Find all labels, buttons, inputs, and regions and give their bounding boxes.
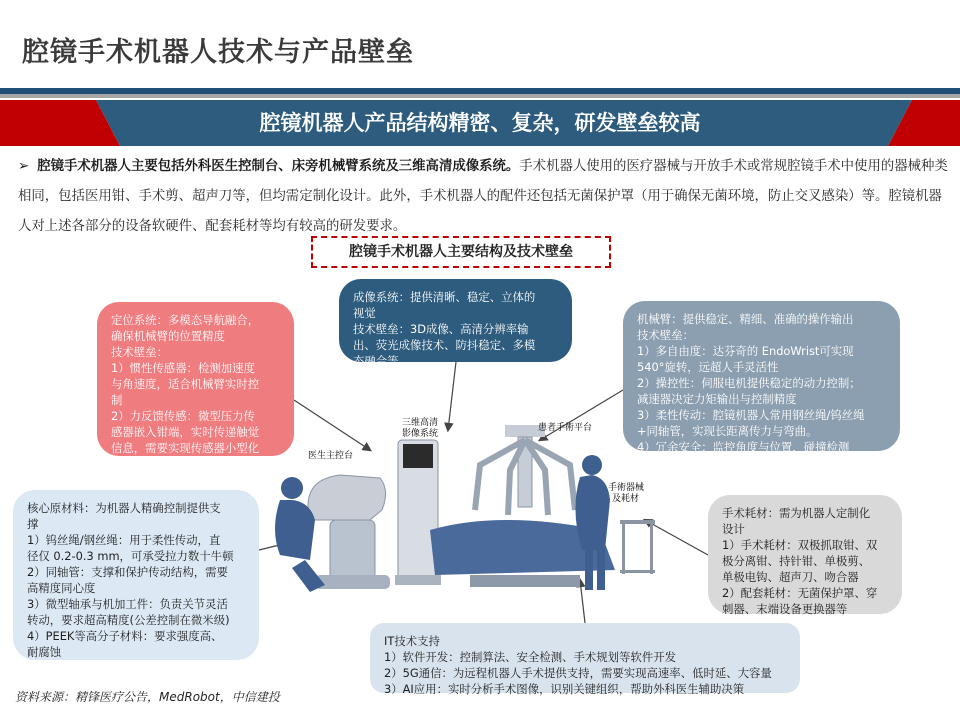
patient-cart-graphic — [475, 425, 575, 515]
core-materials-card — [13, 490, 259, 660]
surgical-consumables-card — [708, 495, 902, 614]
positioning-system-card — [97, 302, 294, 456]
card-line: 技术壁垒： — [111, 345, 168, 359]
page-title: 腔镜手术机器人技术与产品壁垒 — [22, 37, 414, 68]
card-line: 单极电钩、超声刀、吻合器 — [722, 570, 859, 584]
label-imaging-2: 影像系统 — [402, 429, 439, 439]
card-line: 刺器、末端设备更换器等 — [722, 602, 848, 616]
card-line: 核心原材料：为机器人精确控制提供支 — [27, 501, 221, 515]
card-line: 2）配套耗材：无菌保护罩、穿 — [722, 586, 878, 600]
card-line: 与角速度，适合机械臂实时控 — [111, 377, 260, 391]
card-line: 成像系统：提供清晰、稳定、立体的 — [353, 290, 536, 304]
card-line: IT技术支持 — [384, 634, 440, 648]
card-line: 撑 — [27, 517, 39, 531]
card-line: 转动，要求超高精度(公差控制在微米级) — [27, 613, 230, 627]
arrow-bullet-icon: ➢ — [18, 159, 30, 174]
label-patient-cart: 患者手術平台 — [538, 423, 593, 433]
card-line: 3）AI应用：实时分析手术图像，识别关键组织，帮助外科医生辅助决策 — [384, 682, 745, 696]
card-line: 1）手术耗材：双极抓取钳、双 — [722, 538, 878, 552]
banner-heading: 腔镜机器人产品结构精密、复杂，研发壁垒较高 — [259, 111, 701, 135]
card-line: 3）柔性传动：腔镜机器人常用钢丝绳/钨丝绳 — [637, 408, 865, 422]
card-line: 耐腐蚀 — [27, 645, 62, 659]
card-line: 技术壁垒：3D成像、高清分辨率输 — [353, 322, 529, 336]
label-instruments-2: 及耗材 — [612, 494, 640, 504]
card-line: 出、荧光成像技术、防抖稳定、多模 — [353, 338, 536, 352]
diagram-title: 腔镜手术机器人主要结构及技术壁垒 — [311, 236, 611, 268]
card-line: 减速器决定力矩输出与控制精度 — [637, 392, 797, 406]
card-line: 4）冗余安全：监控角度与位置，碰撞检测 — [637, 440, 850, 454]
it-support-card — [370, 623, 800, 696]
intro-bold: 腔镜手术机器人主要包括外科医生控制台、床旁机械臂系统及三维高清成像系统。 — [37, 159, 520, 174]
card-line: 径仅 0.2-0.3 mm，可承受拉力数十牛顿 — [27, 549, 234, 563]
card-line: 1）钨丝绳/钢丝绳：用于柔性传动，直 — [27, 533, 221, 547]
card-line: 制 — [111, 393, 123, 407]
card-line: 手术耗材：需为机器人定制化 — [722, 506, 871, 520]
card-line: 2）操控性：伺服电机提供稳定的动力控制； — [637, 376, 861, 390]
card-line: 设计 — [722, 522, 745, 536]
label-imaging-1: 三维高清 — [402, 418, 439, 428]
card-line: 技术壁垒： — [637, 328, 694, 342]
label-instruments-1: 手術器械 — [608, 483, 645, 493]
instrument-trolley-graphic — [620, 520, 655, 574]
card-line: 定位系统：多模态导航融合， — [111, 313, 260, 327]
card-line: 极分离钳、持针钳、单极剪、 — [722, 554, 871, 568]
card-line: 1）多自由度：达芬奇的 EndoWrist可实现 — [637, 344, 854, 358]
card-line: 2）5G通信：为远程机器人手术提供支持，需要实现高速率、低时延、大容量 — [384, 666, 772, 680]
label-console: 医生主控台 — [308, 451, 354, 461]
card-line: 确保机械臂的位置精度 — [111, 329, 225, 343]
card-line: 感器嵌入钳端，实时传递触觉 — [111, 425, 260, 439]
card-line: 2）力反馈传感：微型压力传 — [111, 409, 255, 423]
card-line: 信息，需要实现传感器小型化 — [111, 441, 260, 455]
card-line: 视觉 — [353, 306, 376, 320]
card-line: 1）惯性传感器：检测加速度 — [111, 361, 255, 375]
card-line: 1）软件开发：控制算法、安全检测、手术规划等软件开发 — [384, 650, 677, 664]
robotic-arm-card — [623, 301, 900, 454]
imaging-system-card — [339, 279, 572, 368]
intro-text: 手术机器人使用的医疗器械与开放手术或常规腔镜手术中使用的器械种类相同，包括医用钳、手术剪、超声刀等，但均需定制化设计。此外，手术机器人的配件还包括无菌保护罩（用于确保无菌环境，防止交叉感染）等。腔镜机器人对上述各部分的设备软硬件、配套耗材等均有较高的研发要求。 — [18, 159, 948, 234]
surgeon-console-graphic — [275, 475, 390, 592]
card-line: 高精度同心度 — [27, 581, 96, 595]
card-line: 机械臂：提供稳定、精细、准确的操作输出 — [637, 312, 854, 326]
card-line: +同轴管，实现长距离传力与弯曲。 — [637, 424, 818, 438]
source-note: 资料来源：精锋医疗公告，MedRobot，中信建投 — [15, 690, 280, 704]
card-line: 4）PEEK等高分子材料：要求强度高、 — [27, 629, 223, 643]
card-line: 2）同轴管：支撑和保护传动结构，需要 — [27, 565, 228, 579]
card-line: 态融合等 — [353, 354, 399, 368]
card-line: 3）微型轴承与机加工件：负责关节灵活 — [27, 597, 228, 611]
card-line: 540°旋转，远超人手灵活性 — [637, 360, 779, 374]
